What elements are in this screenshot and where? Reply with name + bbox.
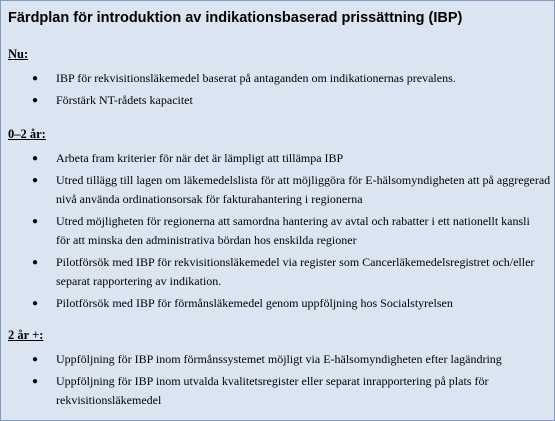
item-line: separat rapportering av indikation. bbox=[56, 274, 222, 288]
bullet-list bbox=[8, 149, 551, 313]
bullet-icon: ● bbox=[32, 153, 39, 164]
item-line: Förstärk NT-rådets kapacitet bbox=[56, 93, 193, 107]
bullet-list bbox=[8, 69, 544, 110]
document-title: Färdplan för introduktion av indikationsbaserad prissättning (IBP) bbox=[8, 10, 463, 26]
bullet-icon: ● bbox=[32, 73, 39, 84]
item-line: Arbeta fram kriterier för när det är lämpligt att tillämpa IBP bbox=[56, 151, 344, 165]
item-line: för att minska den administrativa bördan hos enskilda regioner bbox=[56, 233, 357, 247]
list-item bbox=[8, 253, 544, 291]
section-now bbox=[8, 47, 544, 110]
bullet-icon: ● bbox=[32, 354, 39, 365]
item-line: rekvisitionsläkemedel bbox=[56, 393, 162, 407]
section-heading: 0–2 år: bbox=[8, 127, 46, 141]
item-line: Utred möjligheten för regionerna att samordna hantering av avtal och rabatter i ett nationellt kansli bbox=[56, 214, 530, 228]
list-item bbox=[8, 149, 544, 168]
item-line: IBP för rekvisitionsläkemedel baserat på antaganden om indikationernas prevalens. bbox=[56, 71, 456, 85]
bullet-icon: ● bbox=[32, 257, 39, 268]
list-item bbox=[8, 91, 544, 110]
bullet-icon: ● bbox=[32, 95, 39, 106]
list-item bbox=[8, 294, 544, 313]
section-heading: Nu: bbox=[8, 47, 29, 61]
bullet-icon: ● bbox=[32, 175, 39, 186]
section-0-2-years bbox=[8, 127, 551, 313]
bullet-icon: ● bbox=[32, 298, 39, 309]
bullet-icon: ● bbox=[32, 216, 39, 227]
list-item bbox=[8, 171, 551, 209]
bullet-icon: ● bbox=[32, 376, 39, 387]
bullet-list bbox=[8, 350, 544, 410]
list-item bbox=[8, 372, 544, 410]
section-heading: 2 år +: bbox=[8, 328, 44, 342]
list-item bbox=[8, 212, 544, 250]
section-2-years-plus bbox=[8, 328, 544, 410]
item-line: Uppföljning för IBP inom utvalda kvalitetsregister eller separat inrapportering på plats för bbox=[56, 374, 489, 388]
list-item bbox=[8, 350, 544, 369]
item-line: Utred tillägg till lagen om läkemedelslista för att möjliggöra för E-hälsomyndigheten att på aggregerad bbox=[56, 173, 551, 187]
item-line: nivå använda ordinationsorsak för fakturahantering i regionerna bbox=[56, 192, 363, 206]
item-line: Pilotförsök med IBP för förmånsläkemedel genom uppföljning hos Socialstyrelsen bbox=[56, 296, 453, 310]
item-line: Uppföljning för IBP inom förmånssystemet möjligt via E-hälsomyndigheten efter lagändring bbox=[56, 352, 502, 366]
item-line: Pilotförsök med IBP för rekvisitionsläkemedel via register som Cancerläkemedelsregistret och/eller bbox=[56, 255, 535, 269]
list-item bbox=[8, 69, 544, 88]
